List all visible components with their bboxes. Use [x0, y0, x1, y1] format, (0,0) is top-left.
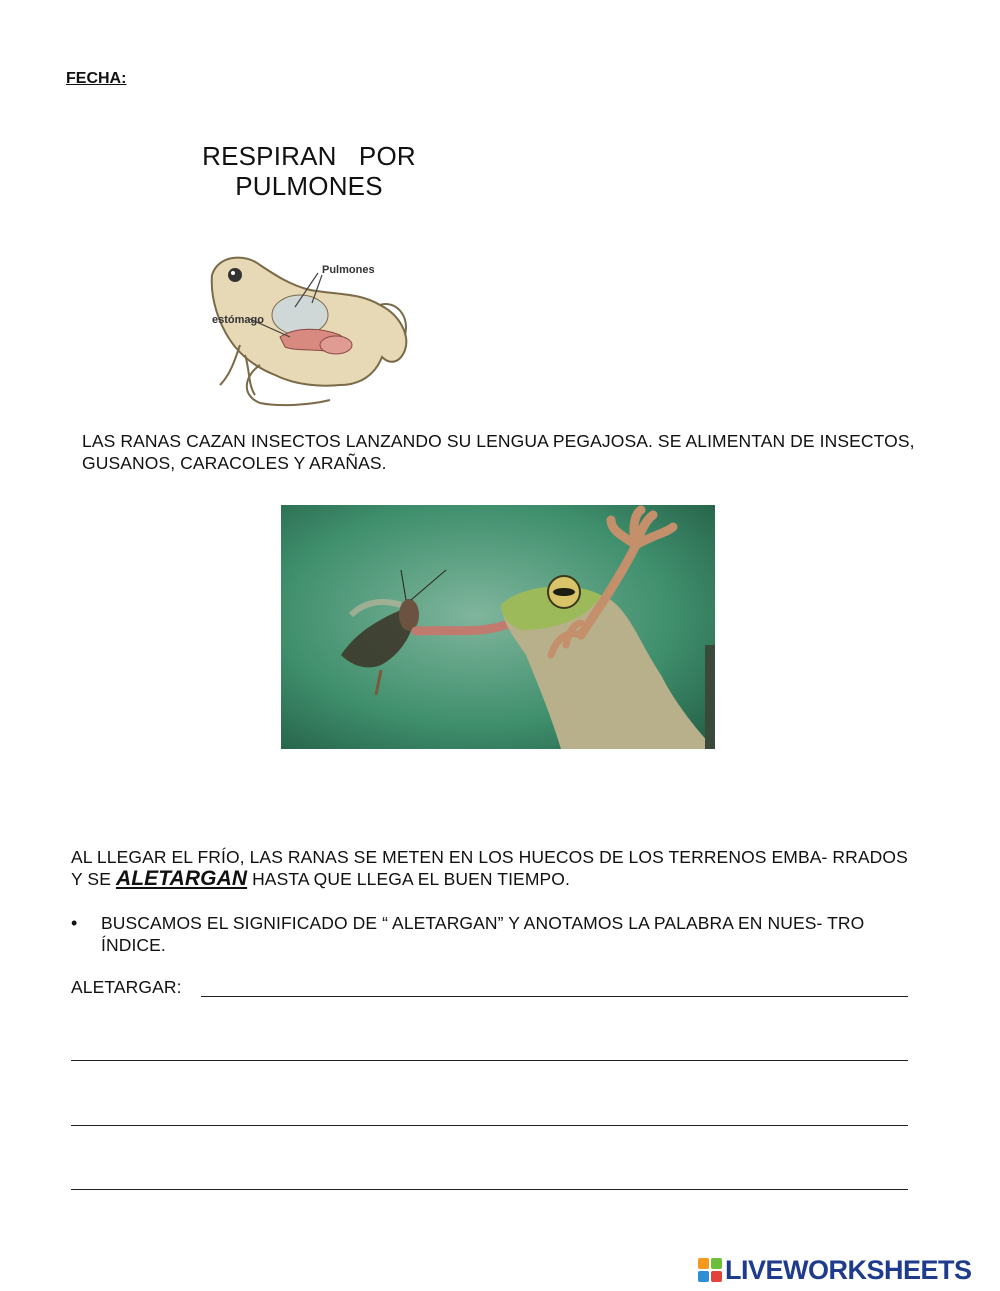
- title-line-1: RESPIRAN POR: [202, 141, 416, 171]
- logo-wordmark: LIVEWORKSHEETS: [725, 1254, 972, 1285]
- stomach-label: estómago: [212, 314, 264, 326]
- bullet-icon: •: [71, 913, 78, 933]
- instruction-text: BUSCAMOS EL SIGNIFICADO DE “ ALETARGAN” Y ANOTAMOS LA PALABRA EN NUES- TRO ÍNDICE.: [101, 913, 865, 955]
- liveworksheets-logo: [698, 1256, 972, 1284]
- hibernation-text-start: AL LLEGAR EL FRÍO, LAS RANAS SE METEN EN LOS HUECOS DE LOS TERRENOS EMBA- RRADOS Y SE: [71, 847, 908, 889]
- frog-catching-insect-photo: [281, 505, 715, 749]
- keyword-aletargan: ALETARGAN: [115, 867, 248, 890]
- frog-body-illustration: [212, 258, 407, 406]
- date-label: FECHA:: [66, 70, 127, 87]
- hunting-paragraph: LAS RANAS CAZAN INSECTOS LANZANDO SU LENGUA PEGAJOSA. SE ALIMENTAN DE INSECTOS, GUSANOS, CARACOLES Y ARAÑAS.: [82, 431, 915, 473]
- answer-line-1[interactable]: [201, 996, 908, 997]
- page-title: [180, 141, 438, 201]
- title-line-2: PULMONES: [235, 171, 383, 201]
- frog-anatomy-diagram: [200, 245, 420, 415]
- hibernation-text-end: HASTA QUE LLEGA EL BUEN TIEMPO.: [247, 869, 570, 889]
- answer-line-3[interactable]: [71, 1125, 908, 1126]
- logo-tiles-icon: [698, 1258, 722, 1282]
- hibernation-paragraph: [71, 846, 921, 890]
- lungs-label: Pulmones: [322, 264, 375, 276]
- answer-line-2[interactable]: [71, 1060, 908, 1061]
- answer-label: ALETARGAR:: [71, 977, 182, 997]
- answer-line-4[interactable]: [71, 1189, 908, 1190]
